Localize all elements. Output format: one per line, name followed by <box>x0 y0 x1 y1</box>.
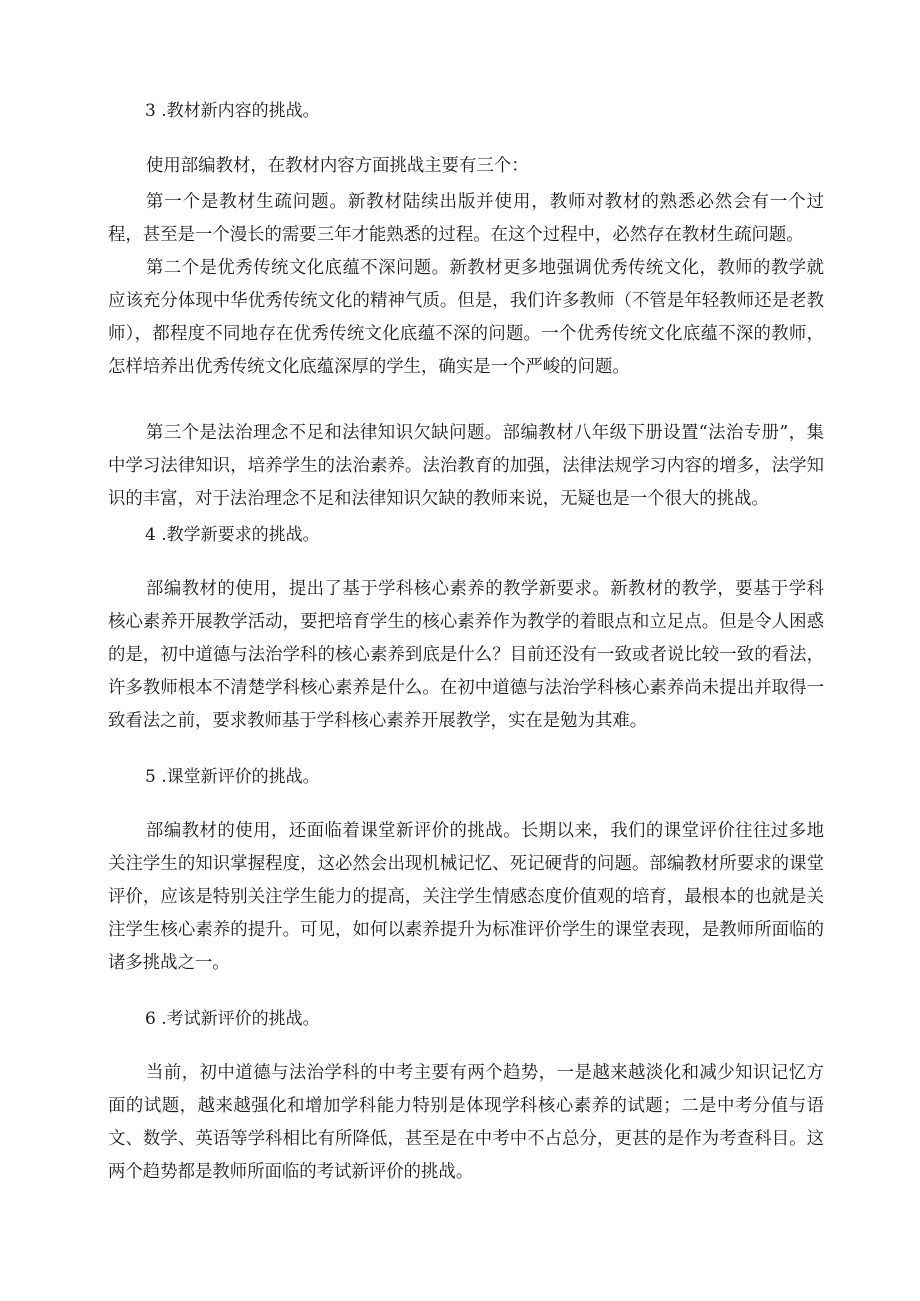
section-4-heading: 4 .教学新要求的挑战。 <box>145 525 320 545</box>
section-5-heading: 5 .课堂新评价的挑战。 <box>145 767 320 787</box>
section-6-heading: 6 .考试新评价的挑战。 <box>145 1009 320 1029</box>
section-3-intro: 使用部编教材，在教材内容方面挑战主要有三个： <box>146 156 529 176</box>
section-6-paragraph-1: 当前，初中道德与法治学科的中考主要有两个趋势，一是越来越淡化和减少知识记忆方面的试题，越来越强化和增加学科能力特别是体现学科核心素养的试题；二是中考分值与语文、数学、英语等学科相比有所降低，甚至是在中考中不占总分，更甚的是作为考查科目。这两个趋势都是教师所面临的考试新评价的挑战。 <box>108 1063 824 1182</box>
section-3-paragraph-3: 第三个是法治理念不足和法律知识欠缺问题。部编教材八年级下册设置“法治专册”，集中学习法律知识，培养学生的法治素养。法治教育的加强，法律法规学习内容的增多，法学知识的丰富，对于法治理念不足和法律知识欠缺的教师来说，无疑也是一个很大的挑战。 <box>108 423 824 509</box>
section-3-paragraph-2: 第二个是优秀传统文化底蕴不深问题。新教材更多地强调优秀传统文化，教师的教学就应该充分体现中华优秀传统文化的精神气质。但是，我们许多教师（不管是年轻教师还是老教师），都程度不同地存在优秀传统文化底蕴不深的问题。一个优秀传统文化底蕴不深的教师，怎样培养出优秀传统文化底蕴深厚的学生，确实是一个严峻的问题。 <box>108 258 824 377</box>
section-4-paragraph-1: 部编教材的使用，提出了基于学科核心素养的教学新要求。新教材的教学，要基于学科核心素养开展教学活动，要把培育学生的核心素养作为教学的着眼点和立足点。但是令人困惑的是，初中道德与法治学科的核心素养到底是什么？目前还没有一致或者说比较一致的看法，许多教师根本不清楚学科核心素养是什么。在初中道德与法治学科核心素养尚未提出并取得一致看法之前，要求教师基于学科核心素养开展教学，实在是勉为其难。 <box>108 579 824 731</box>
section-5-paragraph-1: 部编教材的使用，还面临着课堂新评价的挑战。长期以来，我们的课堂评价往往过多地关注学生的知识掌握程度，这必然会出现机械记忆、死记硬背的问题。部编教材所要求的课堂评价，应该是特别关注学生能力的提高，关注学生情感态度价值观的培育，最根本的也就是关注学生核心素养的提升。可见，如何以素养提升为标准评价学生的课堂表现，是教师所面临的诸多挑战之一。 <box>108 821 824 973</box>
section-3-paragraph-1: 第一个是教材生疏问题。新教材陆续出版并使用，教师对教材的熟悉必然会有一个过程，甚至是一个漫长的需要三年才能熟悉的过程。在这个过程中，必然存在教材生疏问题。 <box>108 192 824 245</box>
section-3-heading: 3 .教材新内容的挑战。 <box>145 101 320 121</box>
